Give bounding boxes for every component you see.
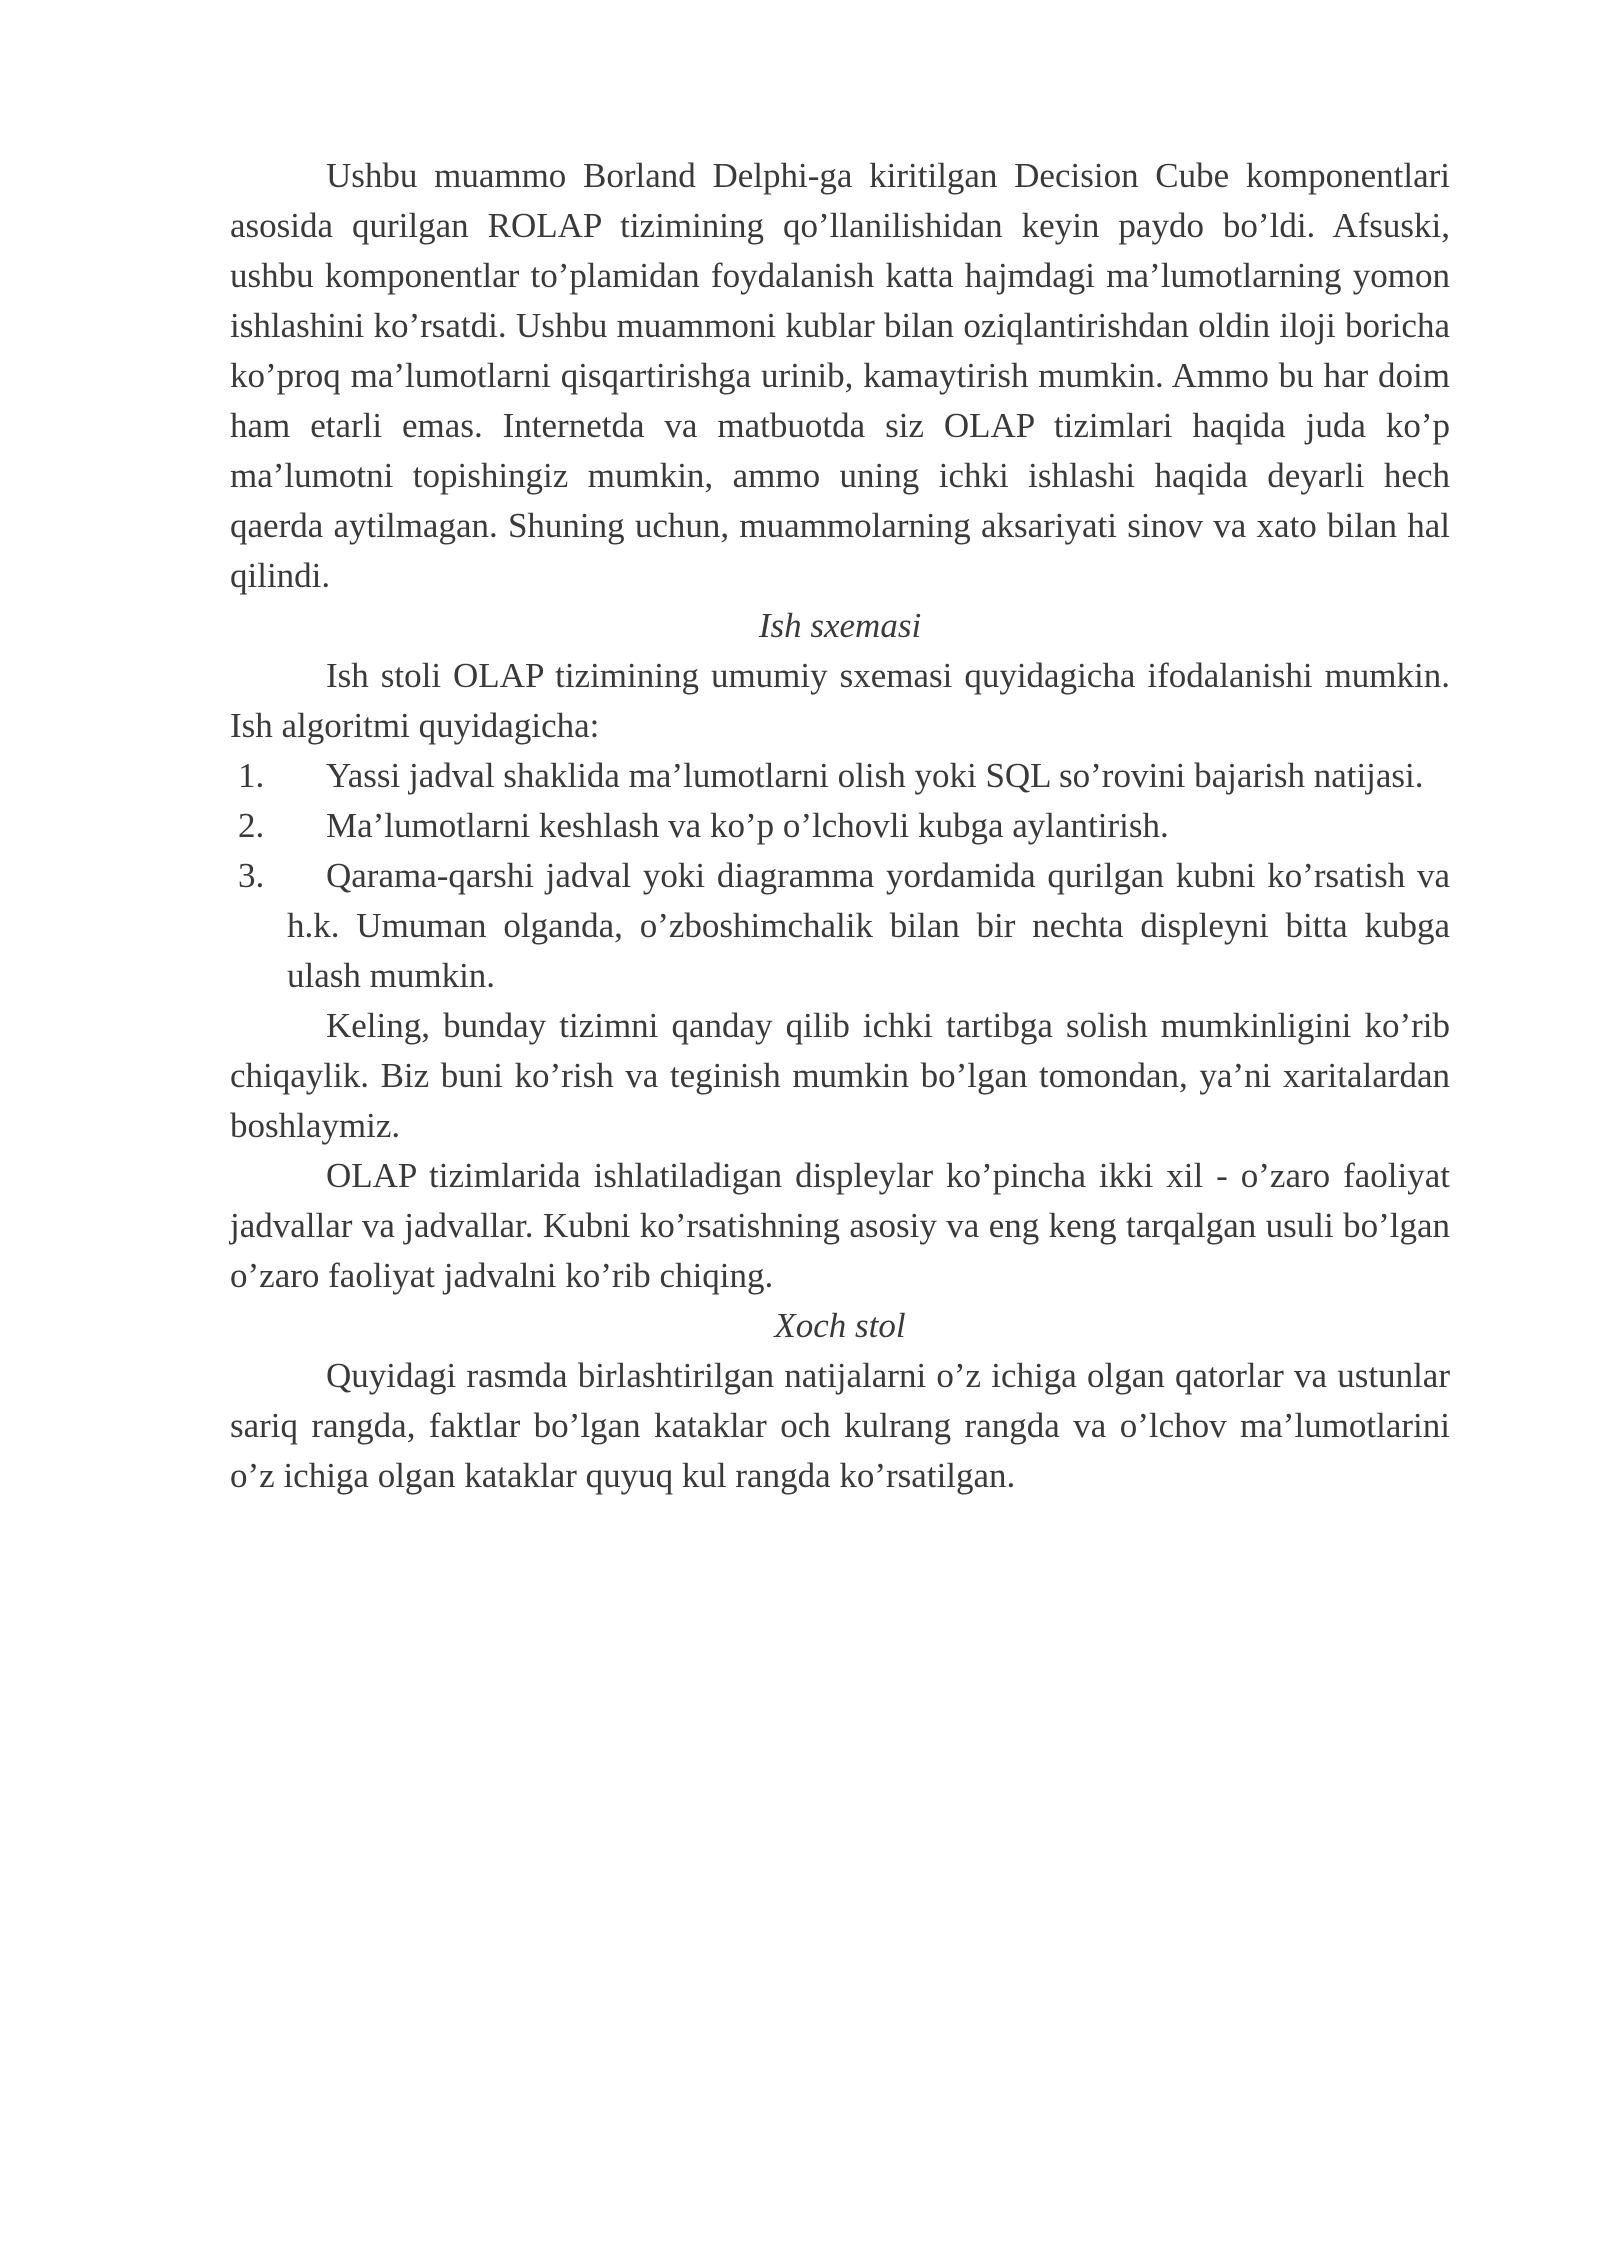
- list-item: [230, 851, 1450, 1001]
- list-item-text: Qarama-qarshi jadval yoki diagramma yordamida qurilgan kubni ko’rsatish va h.k. Umuman olganda, o’zboshimchalik bilan bir nechta displeyni bitta kubga ulash mumkin.: [287, 856, 1450, 995]
- list-marker: 2.: [238, 806, 265, 845]
- section-heading-xoch-stol: Xoch stol: [774, 1306, 906, 1345]
- list-item-text: Ma’lumotlarni keshlash va ko’p o’lchovli kubga aylantirish.: [326, 806, 1169, 845]
- section-heading-ish-sxemasi: Ish sxemasi: [758, 606, 922, 645]
- section1-paragraph-keling: Keling, bunday tizimni qanday qilib ichki tartibga solish mumkinligini ko’rib chiqaylik. Biz buni ko’rish va teginish mumkin bo’lgan tomondan, ya’ni xaritalardan boshlaymiz.: [230, 1006, 1450, 1145]
- section1-paragraph: Ish stoli OLAP tizimining umumiy sxemasi quyidagicha ifodalanishi mumkin. Ish algoritmi quyidagicha:: [230, 656, 1450, 745]
- list-item: [230, 751, 1450, 801]
- section1-paragraph-olap: OLAP tizimlarida ishlatiladigan displeylar ko’pincha ikki xil - o’zaro faoliyat jadvallar va jadvallar. Kubni ko’rsatishning asosiy va eng keng tarqalgan usuli bo’lgan o’zaro faoliyat jadvalni ko’rib chiqing.: [230, 1156, 1450, 1295]
- list-item-text: Yassi jadval shaklida ma’lumotlarni olish yoki SQL so’rovini bajarish natijasi.: [326, 756, 1424, 795]
- algorithm-list: [230, 751, 1450, 1001]
- document-body: [230, 151, 1450, 1501]
- list-item: [230, 801, 1450, 851]
- list-marker: 1.: [238, 756, 265, 795]
- section2-paragraph: Quyidagi rasmda birlashtirilgan natijalarni o’z ichiga olgan qatorlar va ustunlar sariq rangda, faktlar bo’lgan kataklar och kulrang rangda va o’lchov ma’lumotlarini o’z ichiga olgan kataklar quyuq kul rangda ko’rsatilgan.: [230, 1356, 1450, 1495]
- list-marker: 3.: [238, 856, 265, 895]
- intro-paragraph: Ushbu muammo Borland Delphi-ga kiritilgan Decision Cube komponentlari asosida qurilgan ROLAP tizimining qo’llanilishidan keyin paydo bo’ldi. Afsuski, ushbu komponentlar to’plamidan foydalanish katta hajmdagi ma’lumotlarning yomon ishlashini ko’rsatdi. Ushbu muammoni kublar bilan oziqlantirishdan oldin iloji boricha ko’proq ma’lumotlarni qisqartirishga urinib, kamaytirish mumkin. Ammo bu har doim ham etarli emas. Internetda va matbuotda siz OLAP tizimlari haqida juda ko’p ma’lumotni topishingiz mumkin, ammo uning ichki ishlashi haqida deyarli hech qaerda aytilmagan. Shuning uchun, muammolarning aksariyati sinov va xato bilan hal qilindi.: [230, 156, 1450, 595]
